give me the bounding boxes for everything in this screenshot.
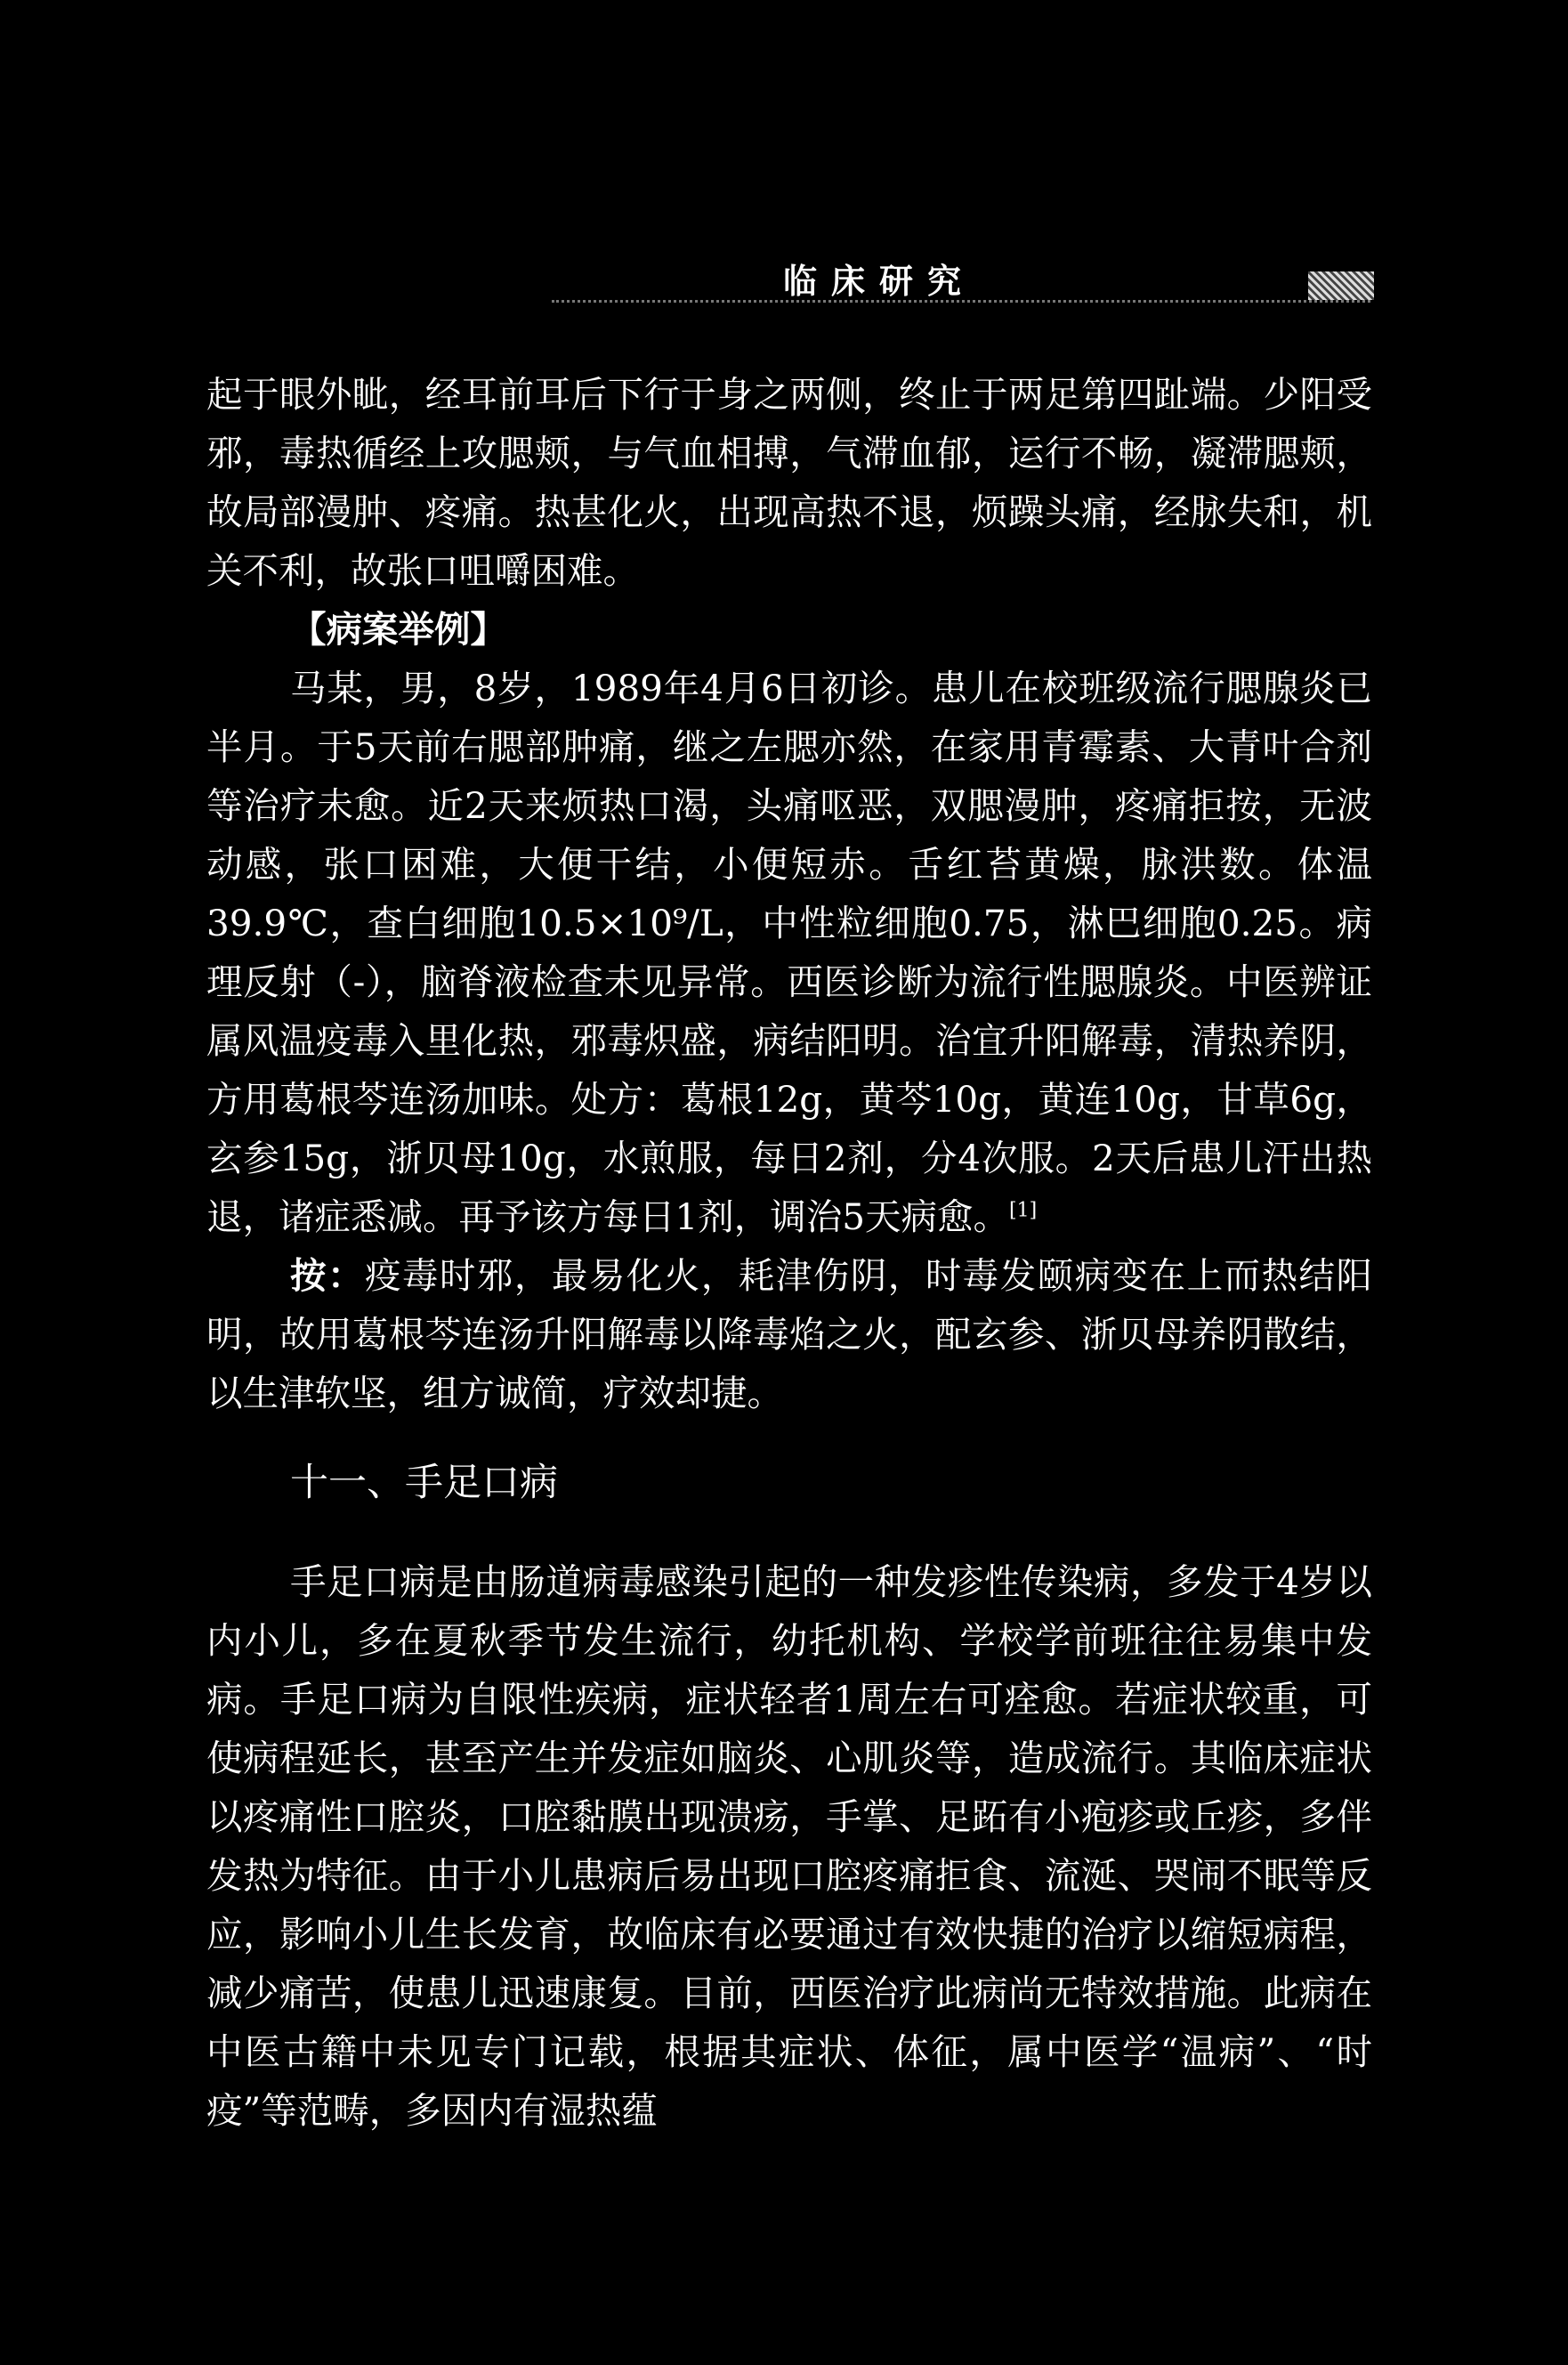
- page-body: [206, 365, 1372, 2140]
- case-example-text: 马某，男，8岁，1989年4月6日初诊。患儿在校班级流行腮腺炎已半月。于5天前右腮部肿痛，继之左腮亦然，在家用青霉素、大青叶合剂等治疗未愈。近2天来烦热口渴，头痛呕恶，双腮漫肿，疼痛拒按，无波动感，张口困难，大便干结，小便短赤。舌红苔黄燥，脉洪数。体温39.9℃，查白细胞10.5×10⁹/L，中性粒细胞0.75，淋巴细胞0.25。病理反射（-），脑脊液检查未见异常。西医诊断为流行性腮腺炎。中医辨证属风温疫毒入里化热，邪毒炽盛，病结阳明。治宜升阳解毒，清热养阴，方用葛根芩连汤加味。处方：葛根12g，黄芩10g，黄连10g，甘草6g，玄参15g，浙贝母10g，水煎服，每日2剂，分4次服。2天后患儿汗出热退，诸症悉减。再予该方每日1剂，调治5天病愈。: [206, 667, 1372, 1238]
- page-number-mark: [1308, 271, 1374, 300]
- case-example-heading: 【病案举例】: [290, 608, 506, 651]
- note-label: 按：: [290, 1254, 365, 1297]
- running-header-title: 临床研究: [783, 261, 976, 301]
- page-header: [0, 254, 1568, 307]
- note-text: 疫毒时邪，最易化火，耗津伤阴，时毒发颐病变在上而热结阳明，故用葛根芩连汤升阳解毒以降毒焰之火，配玄参、浙贝母养阴散结，以生津软坚，组方诚简，疗效却捷。: [206, 1254, 1373, 1414]
- header-rule: [552, 300, 1370, 305]
- case-example-paragraph: [206, 659, 1372, 1246]
- note-paragraph: [206, 1246, 1372, 1422]
- reference-marker: [1]: [1009, 1199, 1038, 1222]
- section-paragraph: 手足口病是由肠道病毒感染引起的一种发疹性传染病，多发于4岁以内小儿，多在夏秋季节发生流行，幼托机构、学校学前班往往易集中发病。手足口病为自限性疾病，症状轻者1周左右可痊愈。若症状较重，可使病程延长，甚至产生并发症如脑炎、心肌炎等，造成流行。其临床症状以疼痛性口腔炎，口腔黏膜出现溃疡，手掌、足跖有小疱疹或丘疹，多伴发热为特征。由于小儿患病后易出现口腔疼痛拒食、流涎、哭闹不眠等反应，影响小儿生长发育，故临床有必要通过有效快捷的治疗以缩短病程，减少痛苦，使患儿迅速康复。目前，西医治疗此病尚无特效措施。此病在中医古籍中未见专门记载，根据其症状、体征，属中医学“温病”、“时疫”等范畴，多因内有湿热蕴: [206, 1560, 1372, 2132]
- paragraph-continuation: 起于眼外眦，经耳前耳后下行于身之两侧，终止于两足第四趾端。少阳受邪，毒热循经上攻腮颊，与气血相搏，气滞血郁，运行不畅，凝滞腮颊，故局部漫肿、疼痛。热甚化火，出现高热不退，烦躁头痛，经脉失和，机关不利，故张口咀嚼困难。: [206, 373, 1372, 592]
- section-heading: 十一、手足口病: [290, 1461, 558, 1505]
